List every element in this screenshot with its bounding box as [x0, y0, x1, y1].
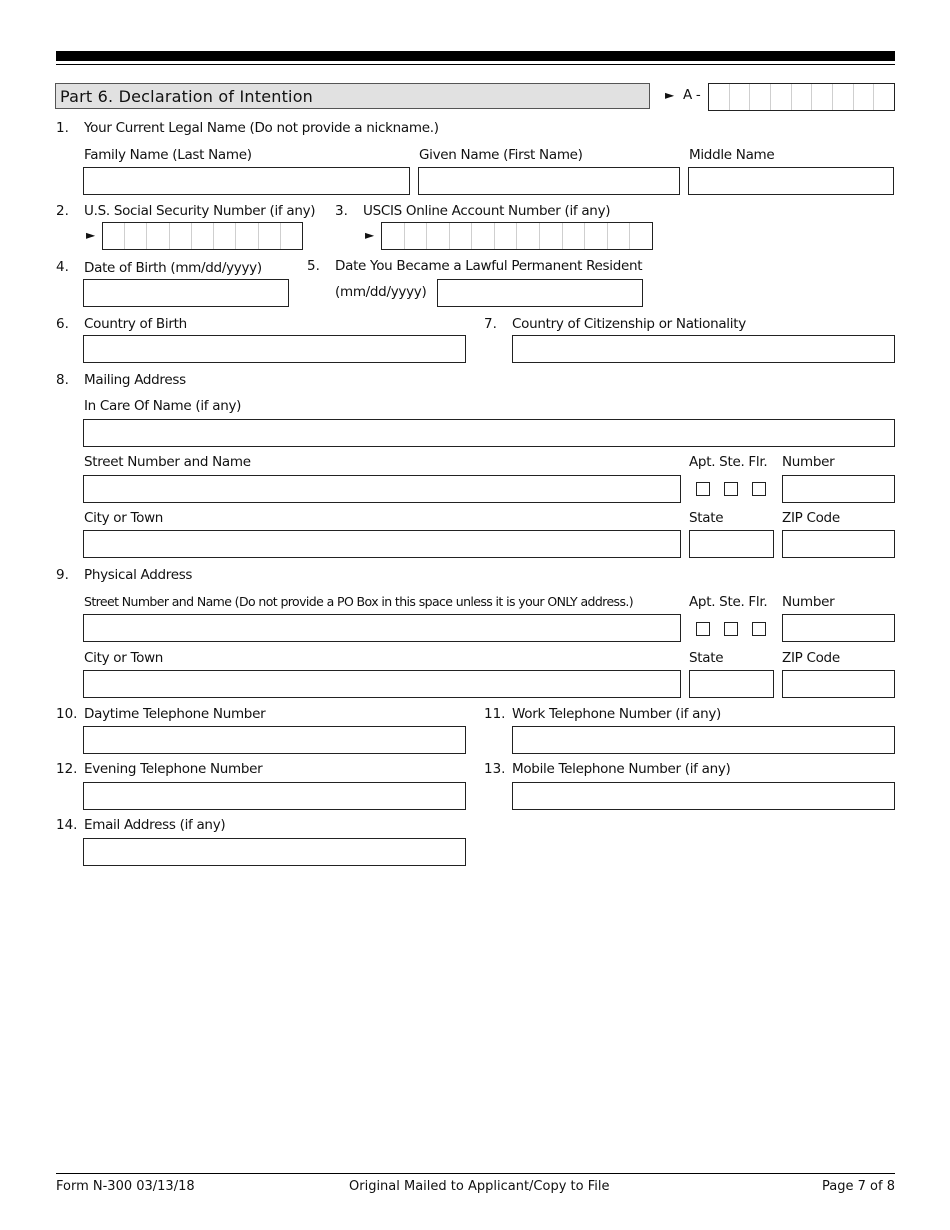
physical-city-input[interactable]	[83, 670, 681, 698]
mailing-ste-checkbox[interactable]	[724, 482, 738, 496]
q9-label: Physical Address	[84, 567, 193, 583]
care-of-name-input[interactable]	[83, 419, 895, 447]
q10-label: Daytime Telephone Number	[84, 706, 266, 722]
email-input[interactable]	[83, 838, 466, 866]
q8-label: Mailing Address	[84, 372, 186, 388]
q1-label: Your Current Legal Name (Do not provide a nickname.)	[84, 120, 439, 136]
q6-label: Country of Birth	[84, 316, 187, 332]
q6-number: 6.	[56, 316, 69, 332]
footer-copy-note: Original Mailed to Applicant/Copy to File	[349, 1179, 610, 1194]
top-thick-rule	[56, 51, 895, 61]
q14-label: Email Address (if any)	[84, 817, 226, 833]
q12-label: Evening Telephone Number	[84, 761, 263, 777]
evening-phone-input[interactable]	[83, 782, 466, 810]
q2-number: 2.	[56, 203, 69, 219]
mailing-street-label: Street Number and Name	[84, 454, 251, 470]
q8-number: 8.	[56, 372, 69, 388]
lpr-date-input[interactable]	[437, 279, 643, 307]
physical-state-label: State	[689, 650, 724, 666]
footer-rule	[56, 1173, 895, 1174]
q5-label: Date You Became a Lawful Permanent Resident	[335, 258, 643, 274]
q7-number: 7.	[484, 316, 497, 332]
part-6-header: Part 6. Declaration of Intention	[55, 83, 650, 109]
q11-label: Work Telephone Number (if any)	[512, 706, 721, 722]
ssn-input[interactable]	[102, 222, 303, 250]
mailing-zip-input[interactable]	[782, 530, 895, 558]
work-phone-input[interactable]	[512, 726, 895, 754]
physical-street-input[interactable]	[83, 614, 681, 642]
physical-zip-input[interactable]	[782, 670, 895, 698]
q9-number: 9.	[56, 567, 69, 583]
daytime-phone-input[interactable]	[83, 726, 466, 754]
top-thin-rule	[56, 64, 895, 65]
a-number-prefix: A -	[683, 87, 701, 103]
mailing-zip-label: ZIP Code	[782, 510, 840, 526]
uscis-account-arrow-icon: ►	[365, 228, 375, 242]
mailing-city-input[interactable]	[83, 530, 681, 558]
family-name-input[interactable]	[83, 167, 410, 195]
footer-page-number: Page 7 of 8	[822, 1179, 895, 1194]
mailing-city-label: City or Town	[84, 510, 164, 526]
uscis-account-input[interactable]	[381, 222, 653, 250]
physical-apt-checkbox[interactable]	[696, 622, 710, 636]
q2-label: U.S. Social Security Number (if any)	[84, 203, 316, 219]
country-of-birth-input[interactable]	[83, 335, 466, 363]
physical-state-select[interactable]	[689, 670, 774, 698]
given-name-input[interactable]	[418, 167, 680, 195]
physical-ste-checkbox[interactable]	[724, 622, 738, 636]
mailing-state-label: State	[689, 510, 724, 526]
physical-city-label: City or Town	[84, 650, 164, 666]
a-number-input[interactable]	[708, 83, 895, 111]
mobile-phone-input[interactable]	[512, 782, 895, 810]
care-of-label: In Care Of Name (if any)	[84, 398, 242, 414]
mailing-flr-checkbox[interactable]	[752, 482, 766, 496]
physical-zip-label: ZIP Code	[782, 650, 840, 666]
q11-number: 11.	[484, 706, 506, 722]
middle-name-input[interactable]	[688, 167, 894, 195]
q4-number: 4.	[56, 259, 69, 275]
physical-number-label: Number	[782, 594, 835, 610]
a-number-arrow-icon: ►	[665, 88, 675, 102]
mailing-unit-number-input[interactable]	[782, 475, 895, 503]
physical-unit-number-input[interactable]	[782, 614, 895, 642]
q14-number: 14.	[56, 817, 78, 833]
mailing-street-input[interactable]	[83, 475, 681, 503]
q3-number: 3.	[335, 203, 348, 219]
physical-apt-label: Apt. Ste. Flr.	[689, 594, 768, 610]
q13-number: 13.	[484, 761, 506, 777]
footer-form-id: Form N-300 03/13/18	[56, 1179, 195, 1194]
family-name-label: Family Name (Last Name)	[84, 147, 252, 163]
q13-label: Mobile Telephone Number (if any)	[512, 761, 731, 777]
q1-number: 1.	[56, 120, 69, 136]
mailing-number-label: Number	[782, 454, 835, 470]
q5-number: 5.	[307, 258, 320, 274]
mailing-apt-label: Apt. Ste. Flr.	[689, 454, 768, 470]
middle-name-label: Middle Name	[689, 147, 775, 163]
q7-label: Country of Citizenship or Nationality	[512, 316, 746, 332]
given-name-label: Given Name (First Name)	[419, 147, 583, 163]
q4-label: Date of Birth (mm/dd/yyyy)	[84, 260, 262, 276]
mailing-state-select[interactable]	[689, 530, 774, 558]
q12-number: 12.	[56, 761, 78, 777]
ssn-arrow-icon: ►	[86, 228, 96, 242]
physical-flr-checkbox[interactable]	[752, 622, 766, 636]
date-of-birth-input[interactable]	[83, 279, 289, 307]
mailing-apt-checkbox[interactable]	[696, 482, 710, 496]
q10-number: 10.	[56, 706, 78, 722]
q5-label-format: (mm/dd/yyyy)	[335, 284, 427, 300]
physical-street-label: Street Number and Name (Do not provide a PO Box in this space unless it is your ONLY address.)	[84, 594, 634, 609]
q3-label: USCIS Online Account Number (if any)	[363, 203, 611, 219]
country-of-citizenship-input[interactable]	[512, 335, 895, 363]
